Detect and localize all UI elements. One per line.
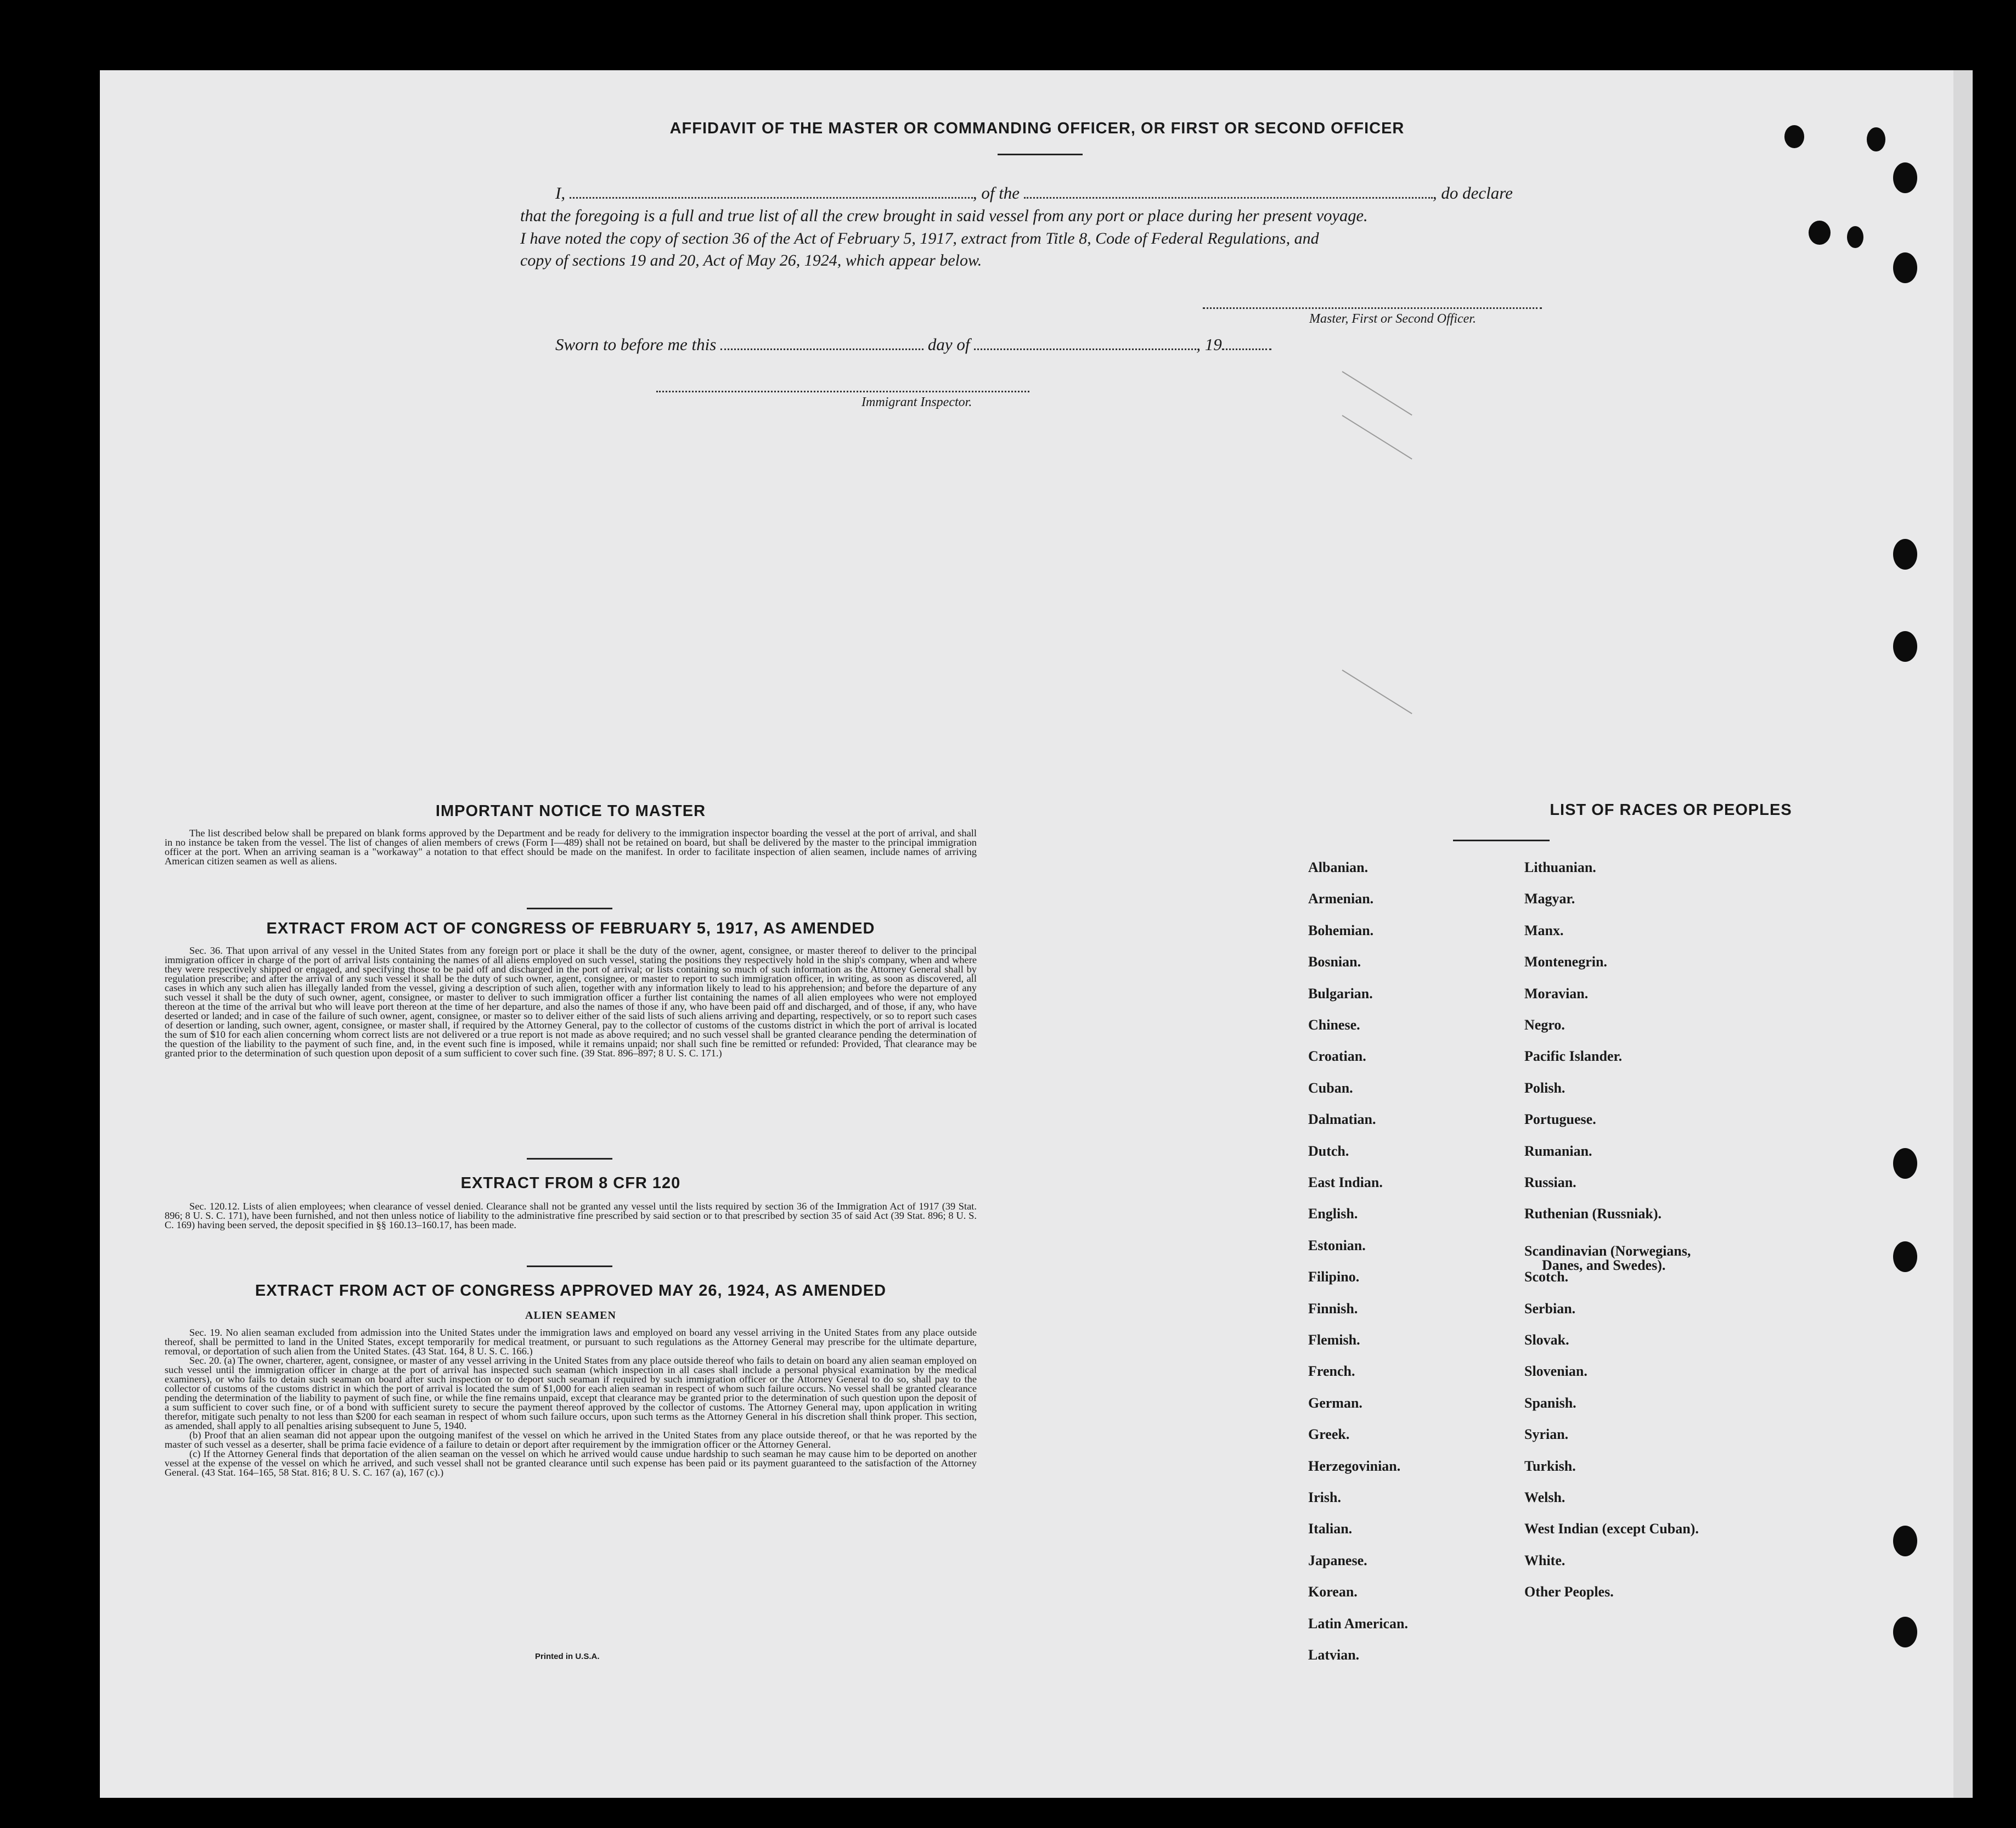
race-item-left: Chinese. <box>1308 1017 1360 1033</box>
section-divider <box>527 1265 612 1267</box>
declaration-text-1: that the foregoing is a full and true list of all the crew brought in said vessel from any port or place during her present voyage. <box>520 206 1368 225</box>
race-item-left: Latin American. <box>1308 1615 1408 1632</box>
race-item-right: West Indian (except Cuban). <box>1524 1521 1699 1537</box>
punch-hole <box>1784 125 1804 148</box>
year-text: , 19 <box>1196 335 1222 354</box>
race-item-left: French. <box>1308 1363 1355 1380</box>
declaration-of: , of the <box>972 183 1020 203</box>
sec-20-b-paragraph: (b) Proof that an alien seaman did not appear upon the outgoing manifest of the vessel on which he arrived in the United States from any place outside thereof, or that he was reported by the master of such vessel as a deserter, shall be prima facie evidence of a failure to detain or deport after requirement by the immigration officer or the Attorney General. <box>165 1430 977 1450</box>
races-title: LIST OF RACES OR PEOPLES <box>1550 801 1792 819</box>
master-signature-label: Master, First or Second Officer. <box>1309 312 1476 326</box>
race-item-right: Pacific Islander. <box>1524 1048 1623 1065</box>
extract-cfr-title: EXTRACT FROM 8 CFR 120 <box>460 1174 681 1192</box>
notice-text <box>165 829 977 866</box>
race-item-right: White. <box>1524 1552 1566 1568</box>
race-item-right: Magyar. <box>1524 891 1575 907</box>
race-item-left: Irish. <box>1308 1489 1341 1505</box>
declaration-text-2: I have noted the copy of section 36 of the Act of February 5, 1917, extract from Title 8, Code of Federal Regulations, and <box>520 229 1319 248</box>
race-item-left: Cuban. <box>1308 1079 1353 1096</box>
race-item-left: Dutch. <box>1308 1143 1349 1159</box>
sec-19-paragraph: Sec. 19. No alien seaman excluded from admission into the United States under the immigration laws and employed on board any vessel arriving in the United States from any place outside thereof, shall be permitted to land in the United States, except temporarily for medical treatment, or pursuant to such regulations as the Attorney General may prescribe for the ultimate departure, removal, or deportation of such alien from the United States. (43 Stat. 164, 8 U. S. C. 166.) <box>165 1327 977 1357</box>
sworn-line <box>555 335 1271 355</box>
race-item-right: Serbian. <box>1524 1300 1576 1317</box>
sworn-year-blank[interactable] <box>1222 346 1271 350</box>
race-item-left: Flemish. <box>1308 1332 1360 1348</box>
race-item-right: Other Peoples. <box>1524 1584 1614 1600</box>
race-item-right: Danes, and Swedes). <box>1542 1257 1666 1273</box>
race-item-left: Bosnian. <box>1308 954 1361 970</box>
race-item-left: Herzegovinian. <box>1308 1458 1401 1474</box>
punch-hole <box>1893 162 1917 193</box>
punch-hole <box>1893 631 1917 662</box>
race-item-right: Welsh. <box>1524 1489 1566 1505</box>
race-item-left: Korean. <box>1308 1584 1358 1600</box>
alien-seamen-subtitle: ALIEN SEAMEN <box>525 1309 616 1321</box>
punch-hole <box>1893 539 1917 570</box>
extract-1924-text <box>165 1328 977 1477</box>
race-item-left: Finnish. <box>1308 1300 1358 1317</box>
race-item-left: Latvian. <box>1308 1647 1360 1663</box>
notice-paragraph: The list described below shall be prepared on blank forms approved by the Department and be ready for delivery to the immigration inspector boarding the vessel at the port of arrival, and shall in no instance be taken from the vessel. The list of changes of alien members of crews (Form I—489) shall not be retained on board, but shall be delivered by the master to the principal immigration officer at the port. When an arriving seaman is a "workaway" a notation to that effect should be made on the manifest. In order to facilitate inspection of alien seamen, include names of arriving American citizen seamen as well as aliens. <box>165 828 977 867</box>
race-item-left: Greek. <box>1308 1426 1350 1443</box>
race-item-left: Bulgarian. <box>1308 985 1373 1002</box>
inspector-signature-blank[interactable] <box>656 389 1029 392</box>
sworn-text: Sworn to before me this <box>555 335 717 354</box>
race-item-right: Russian. <box>1524 1174 1576 1190</box>
race-item-right: Polish. <box>1524 1079 1566 1096</box>
race-item-left: Estonian. <box>1308 1237 1366 1253</box>
sworn-month-blank[interactable] <box>974 346 1196 350</box>
affidavit-title: AFFIDAVIT OF THE MASTER OR COMMANDING OFFICER, OR FIRST OR SECOND OFFICER <box>669 120 1405 137</box>
declaration-declare: , do declare <box>1432 183 1513 203</box>
race-item-right: Slovenian. <box>1524 1363 1587 1380</box>
race-item-left: English. <box>1308 1206 1358 1222</box>
punch-hole <box>1847 226 1863 248</box>
notice-title: IMPORTANT NOTICE TO MASTER <box>435 802 706 820</box>
punch-hole <box>1893 1148 1917 1179</box>
master-signature-blank[interactable] <box>1203 305 1542 309</box>
race-item-right: Spanish. <box>1524 1394 1576 1411</box>
race-item-left: Bohemian. <box>1308 922 1374 938</box>
day-of-text: day of <box>927 335 970 354</box>
section-divider <box>527 1158 612 1160</box>
punch-hole <box>1867 127 1885 151</box>
race-item-left: German. <box>1308 1394 1362 1411</box>
punch-hole <box>1893 1617 1917 1647</box>
declaration-line <box>555 183 1513 203</box>
sworn-day-blank[interactable] <box>720 346 923 350</box>
vessel-blank[interactable] <box>1024 195 1433 199</box>
race-item-right: Scotch. <box>1524 1269 1569 1285</box>
sec-120-12-paragraph: Sec. 120.12. Lists of alien employees; when clearance of vessel denied. Clearance shall not be granted any vessel until the lists required by section 36 of the Immigration Act of 1917 (39 Stat. 896; 8 U. S. C. 171), have been furnished, and not then unless notice of liability to the administrative fine prescribed by said section or to that prescribed by section 35 of said Act (39 Stat. 896; 8 U. S. C. 169) having been served, the deposit specified in §§ 160.13–160.17, has been made. <box>165 1201 977 1230</box>
race-item-right: Rumanian. <box>1524 1143 1592 1159</box>
punch-hole <box>1893 1526 1917 1556</box>
section-divider <box>527 908 612 909</box>
extract-cfr-text <box>165 1202 977 1230</box>
race-item-right: Scandinavian (Norwegians, <box>1524 1242 1691 1259</box>
page-edge <box>1953 70 1973 1798</box>
race-item-right: Montenegrin. <box>1524 954 1607 970</box>
printed-in-usa: Printed in U.S.A. <box>535 1652 600 1661</box>
title-underline <box>998 154 1083 155</box>
race-item-left: Italian. <box>1308 1521 1353 1537</box>
punch-hole <box>1809 221 1831 245</box>
sec-20-a-paragraph: Sec. 20. (a) The owner, charterer, agent, consignee, or master of any vessel arriving in the United States from any place outside thereof who fails to detain on board any alien seaman employed on such vessel until the immigration officer in charge at the port of arrival has inspected such seaman (which inspection in all cases shall include a personal physical examination by the medical examiners), or who fails to detain such seaman on board after such inspection or to deport such seaman if required by such immigration officer or the Attorney General to do so, shall pay to the collector of customs of the customs district in which the port of arrival is located the sum of $1,000 for each alien seaman in respect of whom such failure occurs. No vessel shall be granted clearance pending the determination of the liability to payment of such fine, or while the fine remains unpaid, except that clearance may be granted prior to the determination of such question upon the deposit of a sum sufficient to cover such fine, or of a bond with sufficient surety to secure the payment thereof approved by the collector of customs. The Attorney General may, upon application in writing therefor, mitigate such penalty to not less than $200 for each seaman in respect of whom such failure occurs, upon such terms as the Attorney General in his discretion shall think proper. This section, as amended, shall apply to all penalties arising subsequent to June 5, 1940. <box>165 1355 977 1431</box>
race-item-left: Filipino. <box>1308 1269 1360 1285</box>
sec-20-c-paragraph: (c) If the Attorney General finds that deportation of the alien seaman on the vessel on which he arrived would cause undue hardship to such seaman he may cause him to be deported on another vessel at the expense of the vessel on which he arrived, and such vessel shall not be granted clearance until such expense has been paid or its payment guaranteed to the satisfaction of the Attorney General. (43 Stat. 164–165, 58 Stat. 816; 8 U. S. C. 167 (a), 167 (c).) <box>165 1448 977 1478</box>
race-item-right: Portuguese. <box>1524 1111 1596 1128</box>
sec-36-paragraph: Sec. 36. That upon arrival of any vessel in the United States from any foreign port or place it shall be the duty of the owner, agent, consignee, or master thereof to deliver to the principal immigration officer in charge of the port of arrival lists containing the names of all aliens employed on such vessel, stating the positions they respectively hold in the ship's company, when and where they were respectively shipped or engaged, and specifying those to be paid off and discharged in the port of arrival; or lists containing so much of such information as the Attorney General shall by regulation prescribe; and after the arrival of any such vessel it shall be the duty of such owner, agent, consignee, or master to report to such immigration officer, in writing, as soon as discovered, all cases in which any such alien has illegally landed from the vessel, giving a description of such alien, together with any information likely to lead to his apprehension; and before the departure of any such vessel it shall be the duty of such owner, agent, consignee, or master to deliver to such immigration officer a further list containing the names of all alien employees who were not employed thereon at the time of the arrival but who will leave port thereon at the time of her departure, and also the names of those if any, who have been paid off and discharged, and of those, if any, who have deserted or landed; and in case of the failure of such owner, agent, consignee, or master so to deliver either of the said lists of such aliens arriving and departing, respectively, or so to report such cases of desertion or landing, such owner, agent, consignee, or master shall, if required by the Attorney General, pay to the collector of customs of the customs district in which the port of arrival is located the sum of $10 for each alien concerning whom correct lists are not delivered or a true report is not made as above required; and no such vessel shall be granted clearance pending the determination of the question of the liability to the payment of such fine, and, in the event such fine is imposed, while it remains unpaid; nor shall such fine be remitted or refunded: Provided, That clearance may be granted prior to the determination of such question upon deposit of a sum sufficient to cover such fine. (39 Stat. 896–897; 8 U. S. C. 171.) <box>165 945 977 1059</box>
extract-1917-text <box>165 946 977 1058</box>
race-item-left: Armenian. <box>1308 891 1374 907</box>
punch-hole <box>1893 1241 1917 1272</box>
race-item-right: Moravian. <box>1524 985 1589 1002</box>
races-title-underline <box>1453 840 1550 841</box>
race-item-left: Croatian. <box>1308 1048 1366 1065</box>
race-item-right: Ruthenian (Russniak). <box>1524 1206 1662 1222</box>
race-item-left: East Indian. <box>1308 1174 1383 1190</box>
race-item-right: Manx. <box>1524 922 1564 938</box>
extract-1924-title: EXTRACT FROM ACT OF CONGRESS APPROVED MAY 26, 1924, AS AMENDED <box>255 1282 887 1300</box>
name-blank[interactable] <box>570 195 973 199</box>
race-item-right: Syrian. <box>1524 1426 1569 1443</box>
race-item-left: Japanese. <box>1308 1552 1367 1568</box>
punch-hole <box>1893 252 1917 283</box>
race-item-left: Dalmatian. <box>1308 1111 1376 1128</box>
declaration-i: I, <box>555 183 566 203</box>
race-item-right: Negro. <box>1524 1017 1565 1033</box>
race-item-left: Albanian. <box>1308 859 1369 875</box>
race-item-right: Turkish. <box>1524 1458 1576 1474</box>
declaration-text-3: copy of sections 19 and 20, Act of May 26, 1924, which appear below. <box>520 251 982 269</box>
race-item-right: Lithuanian. <box>1524 859 1596 875</box>
race-item-right: Slovak. <box>1524 1332 1569 1348</box>
extract-1917-title: EXTRACT FROM ACT OF CONGRESS OF FEBRUARY 5, 1917, AS AMENDED <box>266 920 875 937</box>
inspector-signature-label: Immigrant Inspector. <box>861 395 972 409</box>
